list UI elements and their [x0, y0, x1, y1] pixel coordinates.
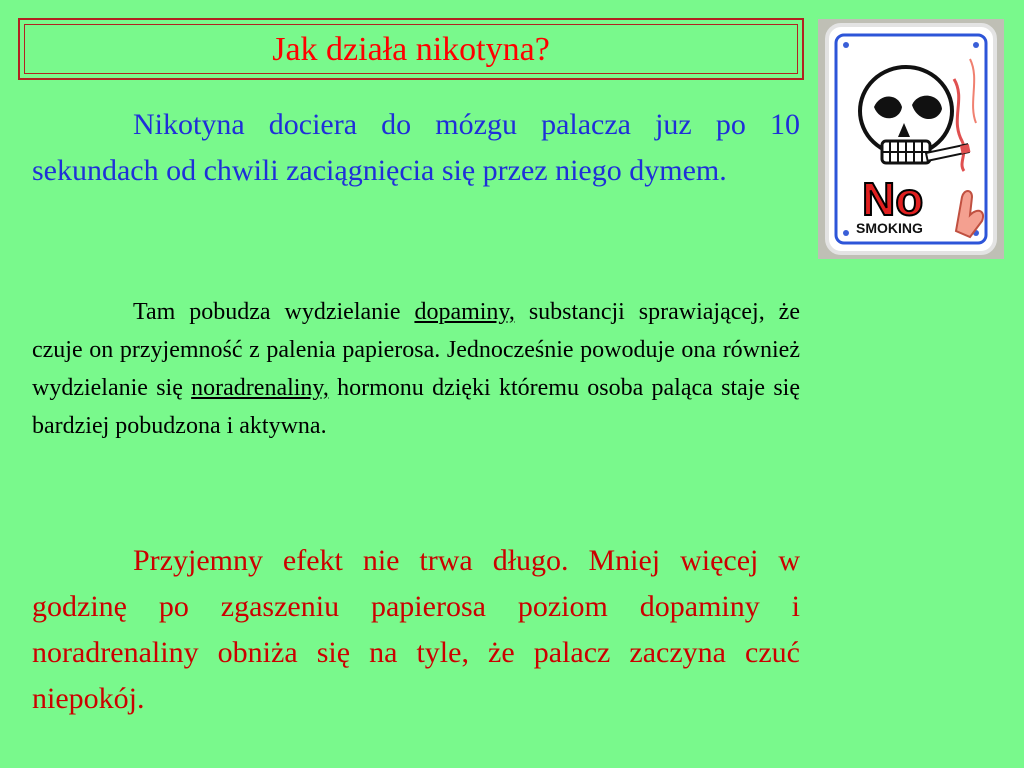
dopamine-link[interactable]: dopaminy,: [414, 299, 515, 325]
sign-no-text: No: [862, 173, 924, 225]
p2-text-start: Tam pobudza wydzielanie: [133, 299, 415, 325]
p2-text-middle: substancji sprawiającej, że czuje on przyjemność z palenia papierosa. Jednocześnie powoduje ona również wydzielanie się: [32, 299, 800, 401]
slide-title: Jak działa nikotyna?: [272, 31, 550, 68]
no-smoking-sign-image: [818, 19, 1004, 259]
paragraph-nicotine-reach: Nikotyna dociera do mózgu palacza juz po 10 sekundach od chwili zaciągnięcia się przez niego dymem.: [32, 108, 800, 187]
title-frame: [18, 18, 804, 80]
paragraph-effect-duration: Przyjemny efekt nie trwa długo. Mniej więcej w godzinę po zgaszeniu papierosa poziom dopaminy i noradrenaliny obniża się na tyle, że palacz zaczyna czuć niepokój.: [32, 544, 800, 715]
sign-smoking-text: SMOKING: [856, 220, 923, 236]
p2-text-end: hormonu dzięki któremu osoba paląca staje się bardziej pobudzona i aktywna.: [32, 375, 800, 439]
noradrenaline-link[interactable]: noradrenaliny,: [191, 375, 329, 401]
paragraph-dopamine: [32, 293, 800, 445]
no-smoking-skull-icon: [818, 19, 1004, 259]
